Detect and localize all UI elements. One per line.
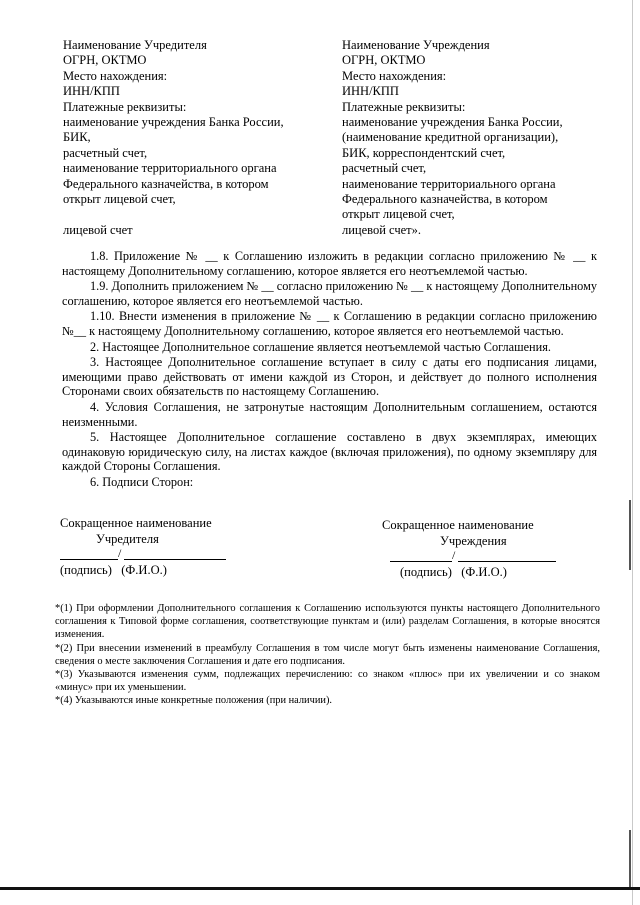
name-underline [458, 561, 556, 562]
institution-treasury-2: Федерального казначейства, в котором [342, 192, 548, 207]
scan-edge [632, 0, 633, 905]
institution-treasury-3: открыт лицевой счет, [342, 207, 455, 222]
institution-bank: наименование учреждения Банка России, [342, 115, 563, 130]
institution-name: Наименование Учреждения [342, 38, 490, 52]
clause-1-9: 1.9. Дополнить приложением № __ согласно приложению № __ к настоящему Дополнительному соглашению, которое является его неотъемлемой частью. [62, 279, 597, 308]
clause-1-8: 1.8. Приложение № __ к Соглашению изложить в редакции согласно приложению № __ к настоящему Дополнительному соглашению, которое является его неотъемлемой частью. [62, 249, 597, 278]
founder-ogrn: ОГРН, ОКТМО [63, 53, 147, 68]
institution-bik: БИК, корреспондентский счет, [342, 145, 506, 160]
founder-payment-heading: Платежные реквизиты: [63, 99, 187, 114]
signature-underline [60, 559, 118, 560]
institution-personal-account: лицевой счет». [342, 222, 422, 237]
clauses [62, 249, 597, 491]
founder-personal-account: лицевой счет [63, 222, 133, 237]
institution-location: Место нахождения: [342, 68, 447, 83]
founder-signature-subtitle: Учредителя [96, 531, 159, 546]
footnotes [55, 602, 600, 708]
footnote-2: *(2) При внесении изменений в преамбулу Соглашения в том числе могут быть изменены наименование Соглашения, сведения о месте заключения Соглашения и дате его подписания. [55, 642, 600, 667]
footnote-3: *(3) Указываются изменения сумм, подлежащих перечислению: со знаком «плюс» при их увеличении и со знаком «минус» при их уменьшении. [55, 669, 600, 694]
institution-treasury-1: наименование территориального органа [342, 176, 556, 191]
founder-account: расчетный счет, [63, 145, 148, 160]
signature-slash: / [118, 546, 122, 560]
founder-name: Наименование Учредителя [63, 38, 207, 52]
founder-signature-title: Сокращенное наименование [60, 516, 212, 530]
clause-4: 4. Условия Соглашения, не затронутые настоящим Дополнительным соглашением, остаются неизменными. [62, 399, 597, 429]
institution-requisites [342, 38, 622, 238]
clause-5: 5. Настоящее Дополнительное соглашение составлено в двух экземплярах, имеющих одинаковую юридическую силу, на листах каждое (включая приложения), по одному экземпляру для каждой Стороны Соглашения. [62, 430, 597, 474]
institution-account: расчетный счет, [342, 161, 427, 176]
founder-location: Место нахождения: [63, 68, 168, 83]
institution-signature-line [382, 549, 582, 565]
institution-ogrn: ОГРН, ОКТМО [342, 53, 426, 68]
founder-signature-line [60, 547, 260, 563]
scan-edge-mark [629, 830, 631, 890]
institution-signature-subtitle: Учреждения [440, 533, 507, 548]
institution-inn: ИНН/КПП [342, 84, 399, 99]
signature-slash: / [452, 548, 456, 562]
spacer [63, 207, 313, 222]
founder-signature-labels: (подпись) (Ф.И.О.) [60, 563, 167, 577]
founder-bik: БИК, [63, 130, 91, 145]
clause-2: 2. Настоящее Дополнительное соглашение является неотъемлемой частью Соглашения. [90, 339, 551, 354]
founder-treasury-3: открыт лицевой счет, [63, 192, 176, 207]
institution-signature-title: Сокращенное наименование [382, 518, 534, 532]
bottom-rule [0, 887, 640, 890]
founder-inn: ИНН/КПП [63, 84, 120, 99]
founder-signature-block [60, 516, 260, 579]
founder-treasury-2: Федерального казначейства, в котором [63, 176, 269, 191]
founder-treasury-1: наименование территориального органа [63, 161, 277, 176]
footnote-1: *(1) При оформлении Дополнительного соглашения к Соглашению используются пункты настоящего Дополнительного соглашения к Типовой форме соглашения, соответствующие пунктам и (или) разделам Соглашения, в которые вносятся изменения. [55, 603, 600, 641]
clause-6: 6. Подписи Сторон: [90, 474, 194, 489]
institution-payment-heading: Платежные реквизиты: [342, 99, 466, 114]
clause-3: 3. Настоящее Дополнительное соглашение вступает в силу с даты его подписания лицами, имеющими право действовать от имени каждой из Сторон, и действует до полного исполнения Сторонами своих обязательств по настоящему Соглашению. [62, 355, 597, 399]
institution-signature-block [382, 518, 582, 581]
founder-requisites [63, 38, 313, 238]
founder-bank: наименование учреждения Банка России, [63, 115, 284, 130]
institution-credit-org: (наименование кредитной организации), [342, 130, 559, 145]
signature-underline [390, 561, 452, 562]
name-underline [124, 559, 226, 560]
institution-signature-labels: (подпись) (Ф.И.О.) [400, 565, 507, 579]
scan-edge-mark [629, 500, 631, 570]
clause-1-10: 1.10. Внести изменения в приложение № __ к Соглашению в редакции согласно приложению №__ к настоящему Дополнительному соглашению, которое является его неотъемлемой частью. [62, 309, 597, 338]
footnote-4: *(4) Указываются иные конкретные положения (при наличии). [55, 695, 333, 707]
